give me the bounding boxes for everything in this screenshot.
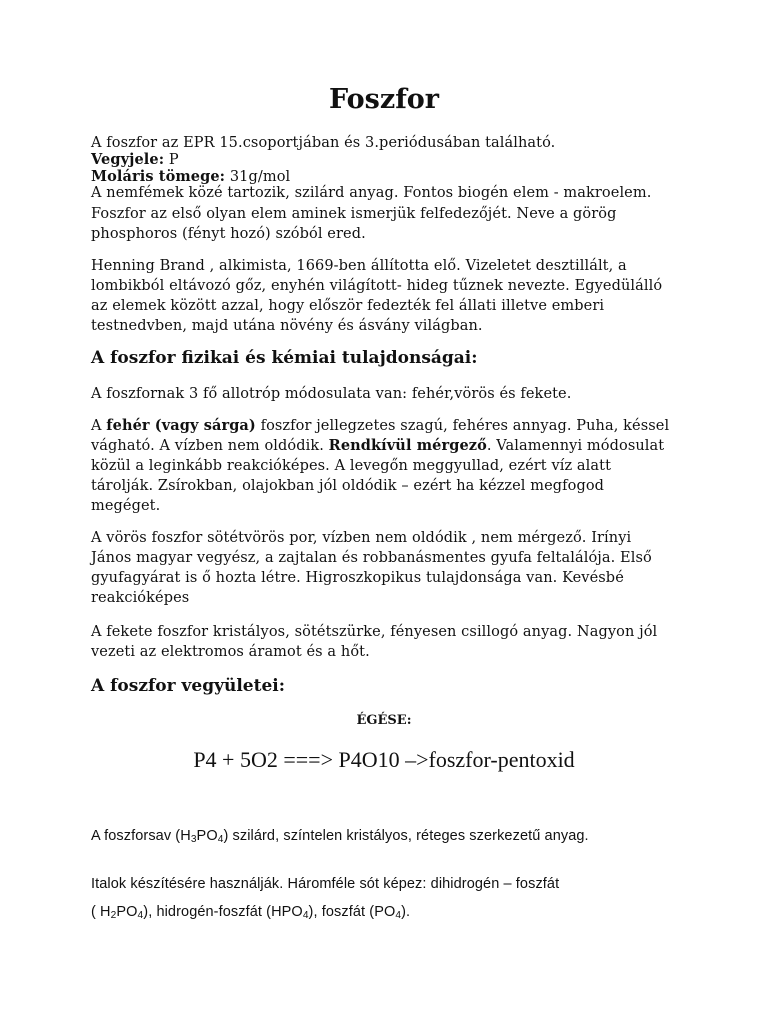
bold-run: fehér (vagy sárga)	[106, 417, 256, 434]
text-run: ( H	[91, 904, 111, 920]
subscript: 2	[110, 910, 117, 921]
page-title: Foszfor	[328, 84, 440, 115]
subscript: 4	[395, 910, 402, 921]
text-run: A	[91, 418, 107, 434]
text-run: A foszforsav (H	[91, 828, 191, 844]
acid-line	[91, 826, 589, 850]
history-line: Henning Brand , alkimista, 1669-ben állította elő. Vizeletet desztillált, a	[91, 258, 627, 274]
molaris-value: 31g/mol	[225, 169, 291, 185]
intro-line: phosphoros (fényt hozó) szóból ered.	[91, 226, 366, 242]
text-run: vágható. A vízben nem oldódik.	[91, 438, 329, 454]
subscript: 3	[190, 834, 197, 845]
history-line: lombikból eltávozó gőz, enyhén világított- hideg tűznek nevezte. Egyedülálló	[91, 278, 663, 294]
text-run: ), hidrogén-foszfát (HPO	[143, 904, 303, 920]
red-line: gyufagyárat is ő hozta létre. Higroszkopikus tulajdonsága van. Kevésbé	[91, 570, 624, 586]
text-run: ) szilárd, színtelen kristályos, réteges szerkezetű anyag.	[223, 828, 589, 844]
combustion-equation: P4 + 5O2 ===> P4O10 –>foszfor-pentoxid	[193, 747, 575, 772]
intro-line: A foszfor az EPR 15.csoportjában és 3.periódusában található.	[91, 135, 556, 151]
intro-line: Foszfor az első olyan elem aminek ismerjük felfedezőjét. Neve a görög	[91, 206, 617, 222]
red-line: János magyar vegyész, a zajtalan és robbanásmentes gyufa feltalálója. Első	[91, 550, 652, 566]
text-run: . Valamennyi módosulat	[486, 438, 665, 454]
vegyjele-label: Vegyjele:	[91, 151, 165, 168]
heading-properties: A foszfor fizikai és kémiai tulajdonságai:	[91, 348, 478, 368]
subscript: 4	[302, 910, 309, 921]
salts-line	[91, 902, 410, 926]
bold-run: Rendkívül mérgező	[328, 437, 487, 454]
intro-line: A nemfémek közé tartozik, szilárd anyag. Fontos biogén elem - makroelem.	[91, 185, 652, 201]
allotrop-line: A foszfornak 3 fő allotróp módosulata van: fehér,vörös és fekete.	[91, 386, 572, 402]
subscript: 4	[137, 910, 144, 921]
white-line	[91, 416, 669, 436]
white-line	[91, 436, 664, 456]
heading-compounds: A foszfor vegyületei:	[91, 676, 286, 696]
text-run: PO	[116, 904, 138, 920]
history-line: az elemek között azzal, hogy először fedezték fel állati illetve emberi	[91, 298, 605, 314]
black-line: A fekete foszfor kristályos, sötétszürke, fényesen csillogó anyag. Nagyon jól	[91, 624, 658, 640]
red-line: reakcióképes	[91, 590, 190, 606]
white-line: megéget.	[91, 498, 161, 514]
white-line: közül a leginkább reakcióképes. A levegőn meggyullad, ezért víz alatt	[91, 458, 611, 474]
subscript: 4	[217, 834, 224, 845]
text-run: ).	[401, 904, 411, 920]
text-run: foszfor jellegzetes szagú, fehéres annyag. Puha, késsel	[255, 418, 670, 434]
uses-line: Italok készítésére használják. Háromféle sót képez: dihidrogén – foszfát	[91, 876, 560, 892]
history-line: testnedvben, majd utána növény és ásvány világban.	[91, 318, 483, 334]
text-run: PO	[196, 828, 218, 844]
vegyjele-value: P	[164, 152, 179, 168]
black-line: vezeti az elektromos áramot és a hőt.	[91, 644, 370, 660]
egese-label: ÉGÉSE:	[356, 713, 412, 728]
molaris-label: Moláris tömege:	[91, 168, 226, 185]
text-run: ), foszfát (PO	[308, 904, 396, 920]
white-line: tárolják. Zsírokban, olajokban jól oldódik – ezért ha kézzel megfogod	[91, 478, 605, 494]
red-line: A vörös foszfor sötétvörös por, vízben nem oldódik , nem mérgező. Irínyi	[91, 530, 632, 546]
